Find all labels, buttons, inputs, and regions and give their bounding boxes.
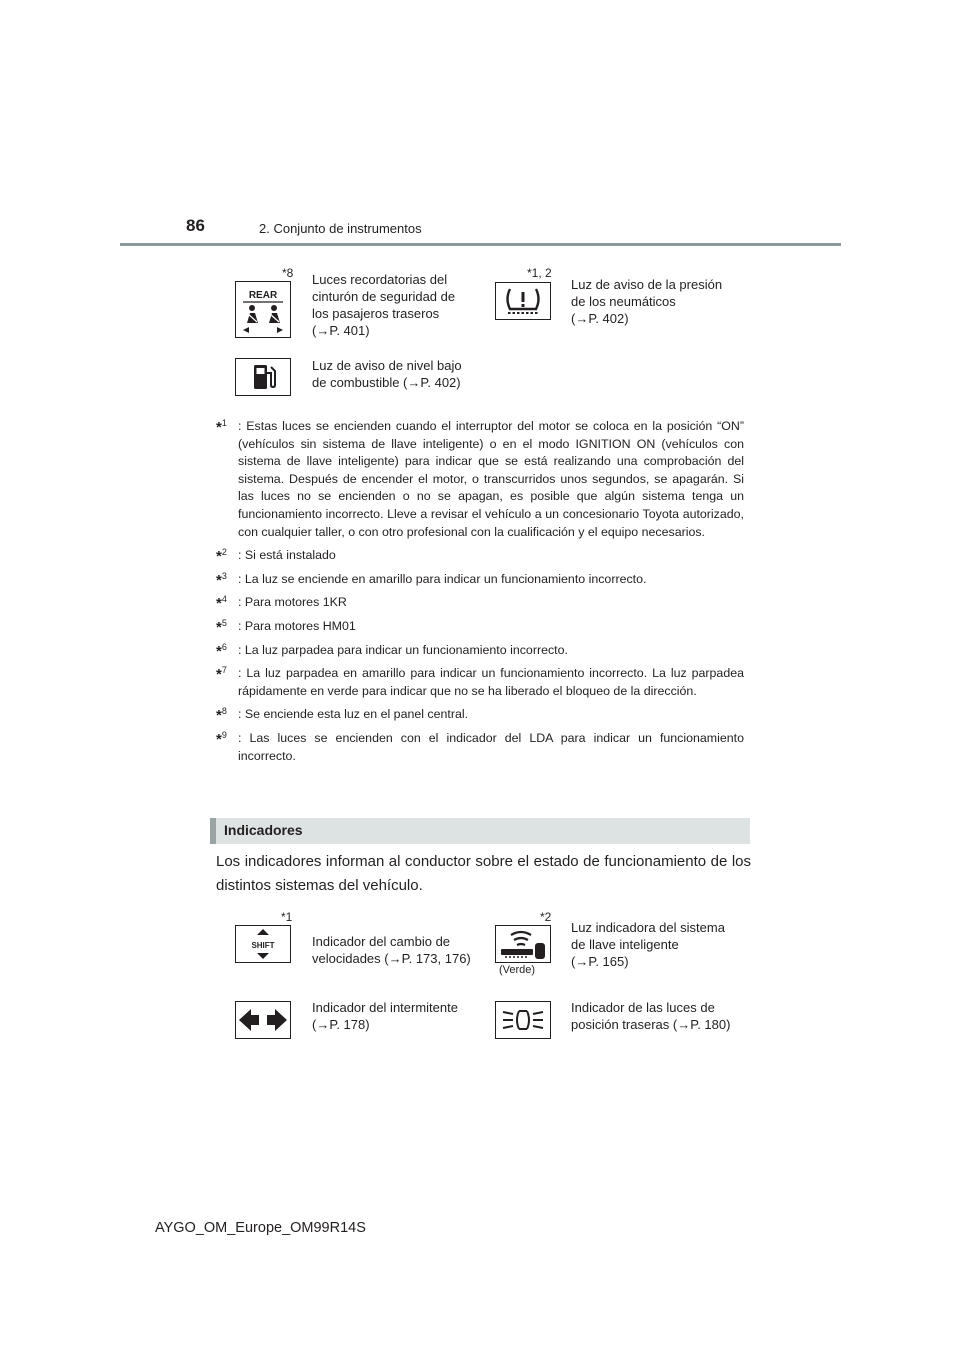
footnotes — [216, 418, 744, 771]
page-number: 86 — [186, 216, 205, 235]
tail-light-indicator-icon — [495, 1001, 551, 1039]
header-rule — [120, 243, 841, 246]
turn-signal-indicator-icon — [235, 1001, 291, 1039]
band-accent — [210, 818, 216, 844]
footnote-8: *$^8$ : Se enciende esta luz en el panel central. — [216, 706, 469, 725]
tire-pressure-description: Luz de aviso de la presión de los neumáticos (→P. 402) — [571, 277, 723, 326]
section-title: 2. Conjunto de instrumentos — [259, 221, 422, 236]
low-fuel-description: Luz de aviso de nivel bajo de combustible (→P. 402) — [312, 358, 462, 390]
turn-signal-description: Indicador del intermitente (→P. 178) — [312, 1000, 458, 1032]
shift-indicator-icon — [235, 925, 291, 963]
smart-key-indicator-icon — [495, 925, 551, 963]
low-fuel-warning-icon — [235, 358, 291, 396]
indicators-intro: Los indicadores informan al conductor sobre el estado de funcionamiento de los distintos sistemas del vehículo. — [216, 853, 751, 894]
footnote-9: *$^9$ : Las luces se encienden con el indicador del LDA para indicar un funcionamiento incorrecto. — [216, 729, 744, 763]
footnote-mark: *2 — [540, 910, 552, 924]
rear-seatbelt-description: Luces recordatorias del cinturón de seguridad de los pasajeros traseros (→P. 401) — [312, 272, 456, 338]
footnote-5: *$^5$ : Para motores HM01 — [216, 617, 356, 636]
indicators-heading-band — [210, 818, 750, 844]
footnote-2: *$^2$ : Si está instalado — [216, 547, 336, 566]
footnote-7: *$^7$ : La luz parpadea en amarillo para indicar un funcionamiento incorrecto. La luz parpadea rápidamente en verde para indicar que no se ha liberado el bloqueo de la dirección. — [216, 665, 744, 698]
footnote-4: *$^4$ : Para motores 1KR — [216, 594, 347, 613]
green-color-caption: (Verde) — [499, 964, 536, 976]
footnote-mark: *8 — [282, 266, 294, 280]
rear-icon-label: REAR — [248, 290, 278, 301]
document-code: AYGO_OM_Europe_OM99R14S — [155, 1220, 366, 1236]
smart-key-description: Luz indicadora del sistema de llave inteligente (→P. 165) — [571, 920, 725, 969]
tire-pressure-warning-icon — [495, 282, 551, 320]
footnote-6: *$^6$ : La luz parpadea para indicar un funcionamiento incorrecto. — [216, 641, 568, 660]
footnote-mark: *1, 2 — [527, 266, 552, 280]
footnote-3: *$^3$ : La luz se enciende en amarillo para indicar un funcionamiento incorrecto. — [216, 570, 647, 589]
shift-indicator-description: Indicador del cambio de velocidades (→P. 173, 176) — [312, 934, 471, 966]
indicators-heading: Indicadores — [224, 822, 303, 838]
shift-icon-label: SHIFT — [251, 941, 275, 950]
tail-light-description: Indicador de las luces de posición traseras (→P. 180) — [571, 1000, 731, 1032]
footnote-1: *$^1$ : Estas luces se encienden cuando el interruptor del motor se coloca en la posición “ON” (vehículos sin sistema de llave inteligente) o en el modo IGNITION ON (vehículos con sistema de llave inteligente) para indicar que se está realizando una comprobación del sistema. Después de encender el motor, o transcurridos unos segundos, se apagarán. Si las luces no se encienden o no se apagan, es posible que algún sistema tenga un funcionamiento incorrecto. Lleve a revisar el vehículo a un concesionario Toyota autorizado, con cualquier taller, o con otro profesional con la cualificación y el equipo necesarios. — [216, 418, 744, 539]
rear-seatbelt-reminder-icon — [235, 281, 291, 338]
footnote-mark: *1 — [281, 910, 293, 924]
